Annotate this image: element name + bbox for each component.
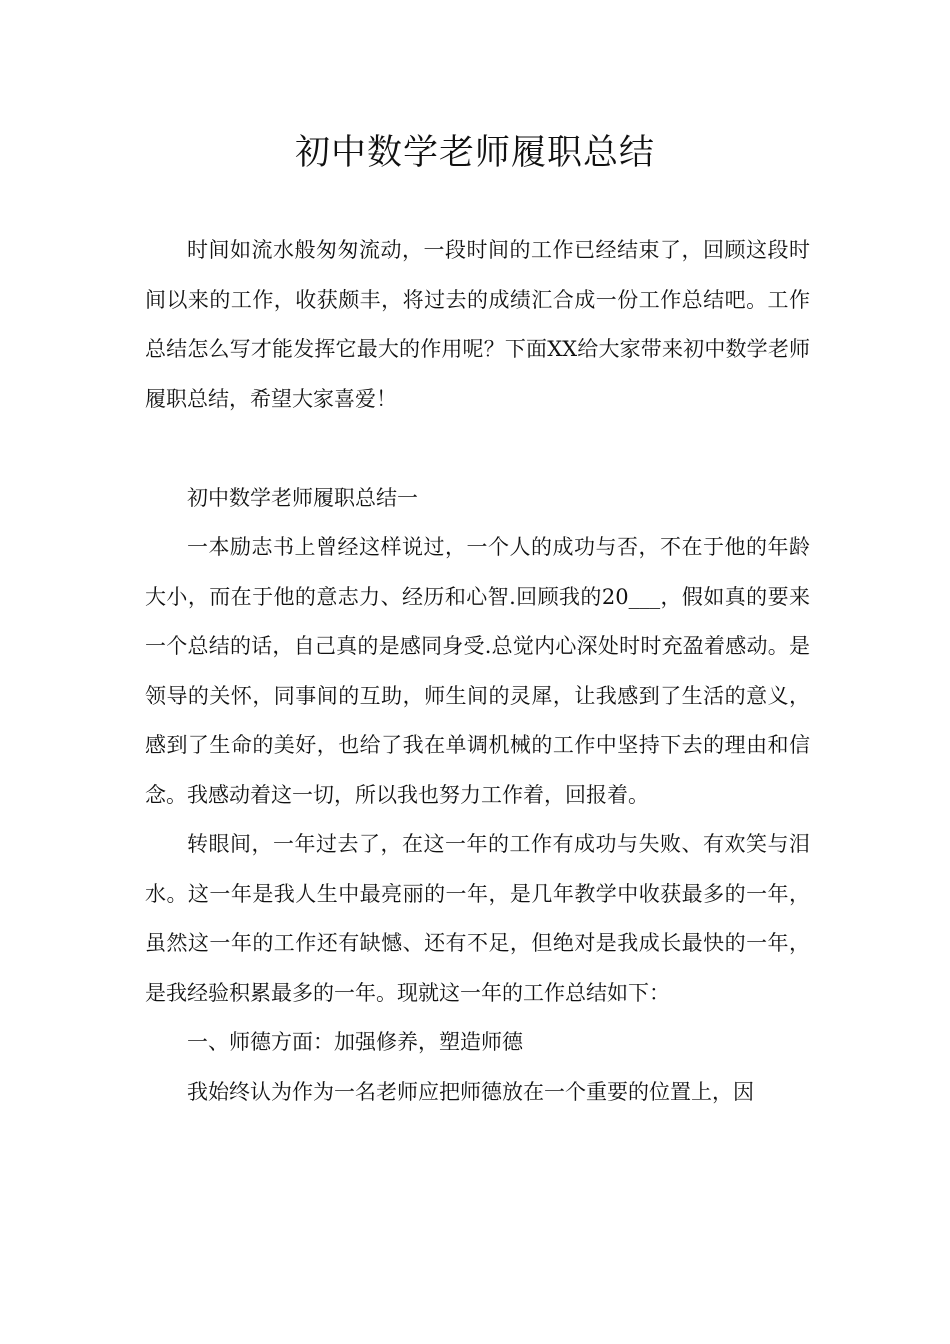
body-paragraph: 一本励志书上曾经这样说过，一个人的成功与否，不在于他的年龄大小，而在于他的意志力、经历和心智.回顾我的20___，假如真的要来一个总结的话，自己真的是感同身受.总觉内心深处时时充盈着感动。是领导的关怀，同事间的互助，师生间的灵犀，让我感到了生活的意义，感到了生命的美好，也给了我在单调机械的工作中坚持下去的理由和信念。我感动着这一切，所以我也努力工作着，回报着。 <box>145 535 810 807</box>
section-heading: 初中数学老师履职总结一 <box>187 485 418 510</box>
intro-paragraph: 时间如流水般匆匆流动，一段时间的工作已经结束了，回顾这段时间以来的工作，收获颇丰，将过去的成绩汇合成一份工作总结吧。工作总结怎么写才能发挥它最大的作用呢？下面XX给大家带来初中数学老师履职总结，希望大家喜爱！ <box>145 238 810 411</box>
body-paragraph: 我始终认为作为一名老师应把师德放在一个重要的位置上，因 <box>187 1079 754 1104</box>
paragraph-gap <box>145 424 810 474</box>
subsection-heading: 一、师德方面：加强修养，塑造师德 <box>187 1030 523 1054</box>
document-body <box>145 226 810 1117</box>
body-paragraph: 转眼间，一年过去了，在这一年的工作有成功与失败、有欢笑与泪水。这一年是我人生中最亮丽的一年，是几年教学中收获最多的一年，虽然这一年的工作还有缺憾、还有不足，但绝对是我成长最快的一年，是我经验积累最多的一年。现就这一年的工作总结如下： <box>145 832 810 1005</box>
page-title: 初中数学老师履职总结 <box>294 133 655 173</box>
